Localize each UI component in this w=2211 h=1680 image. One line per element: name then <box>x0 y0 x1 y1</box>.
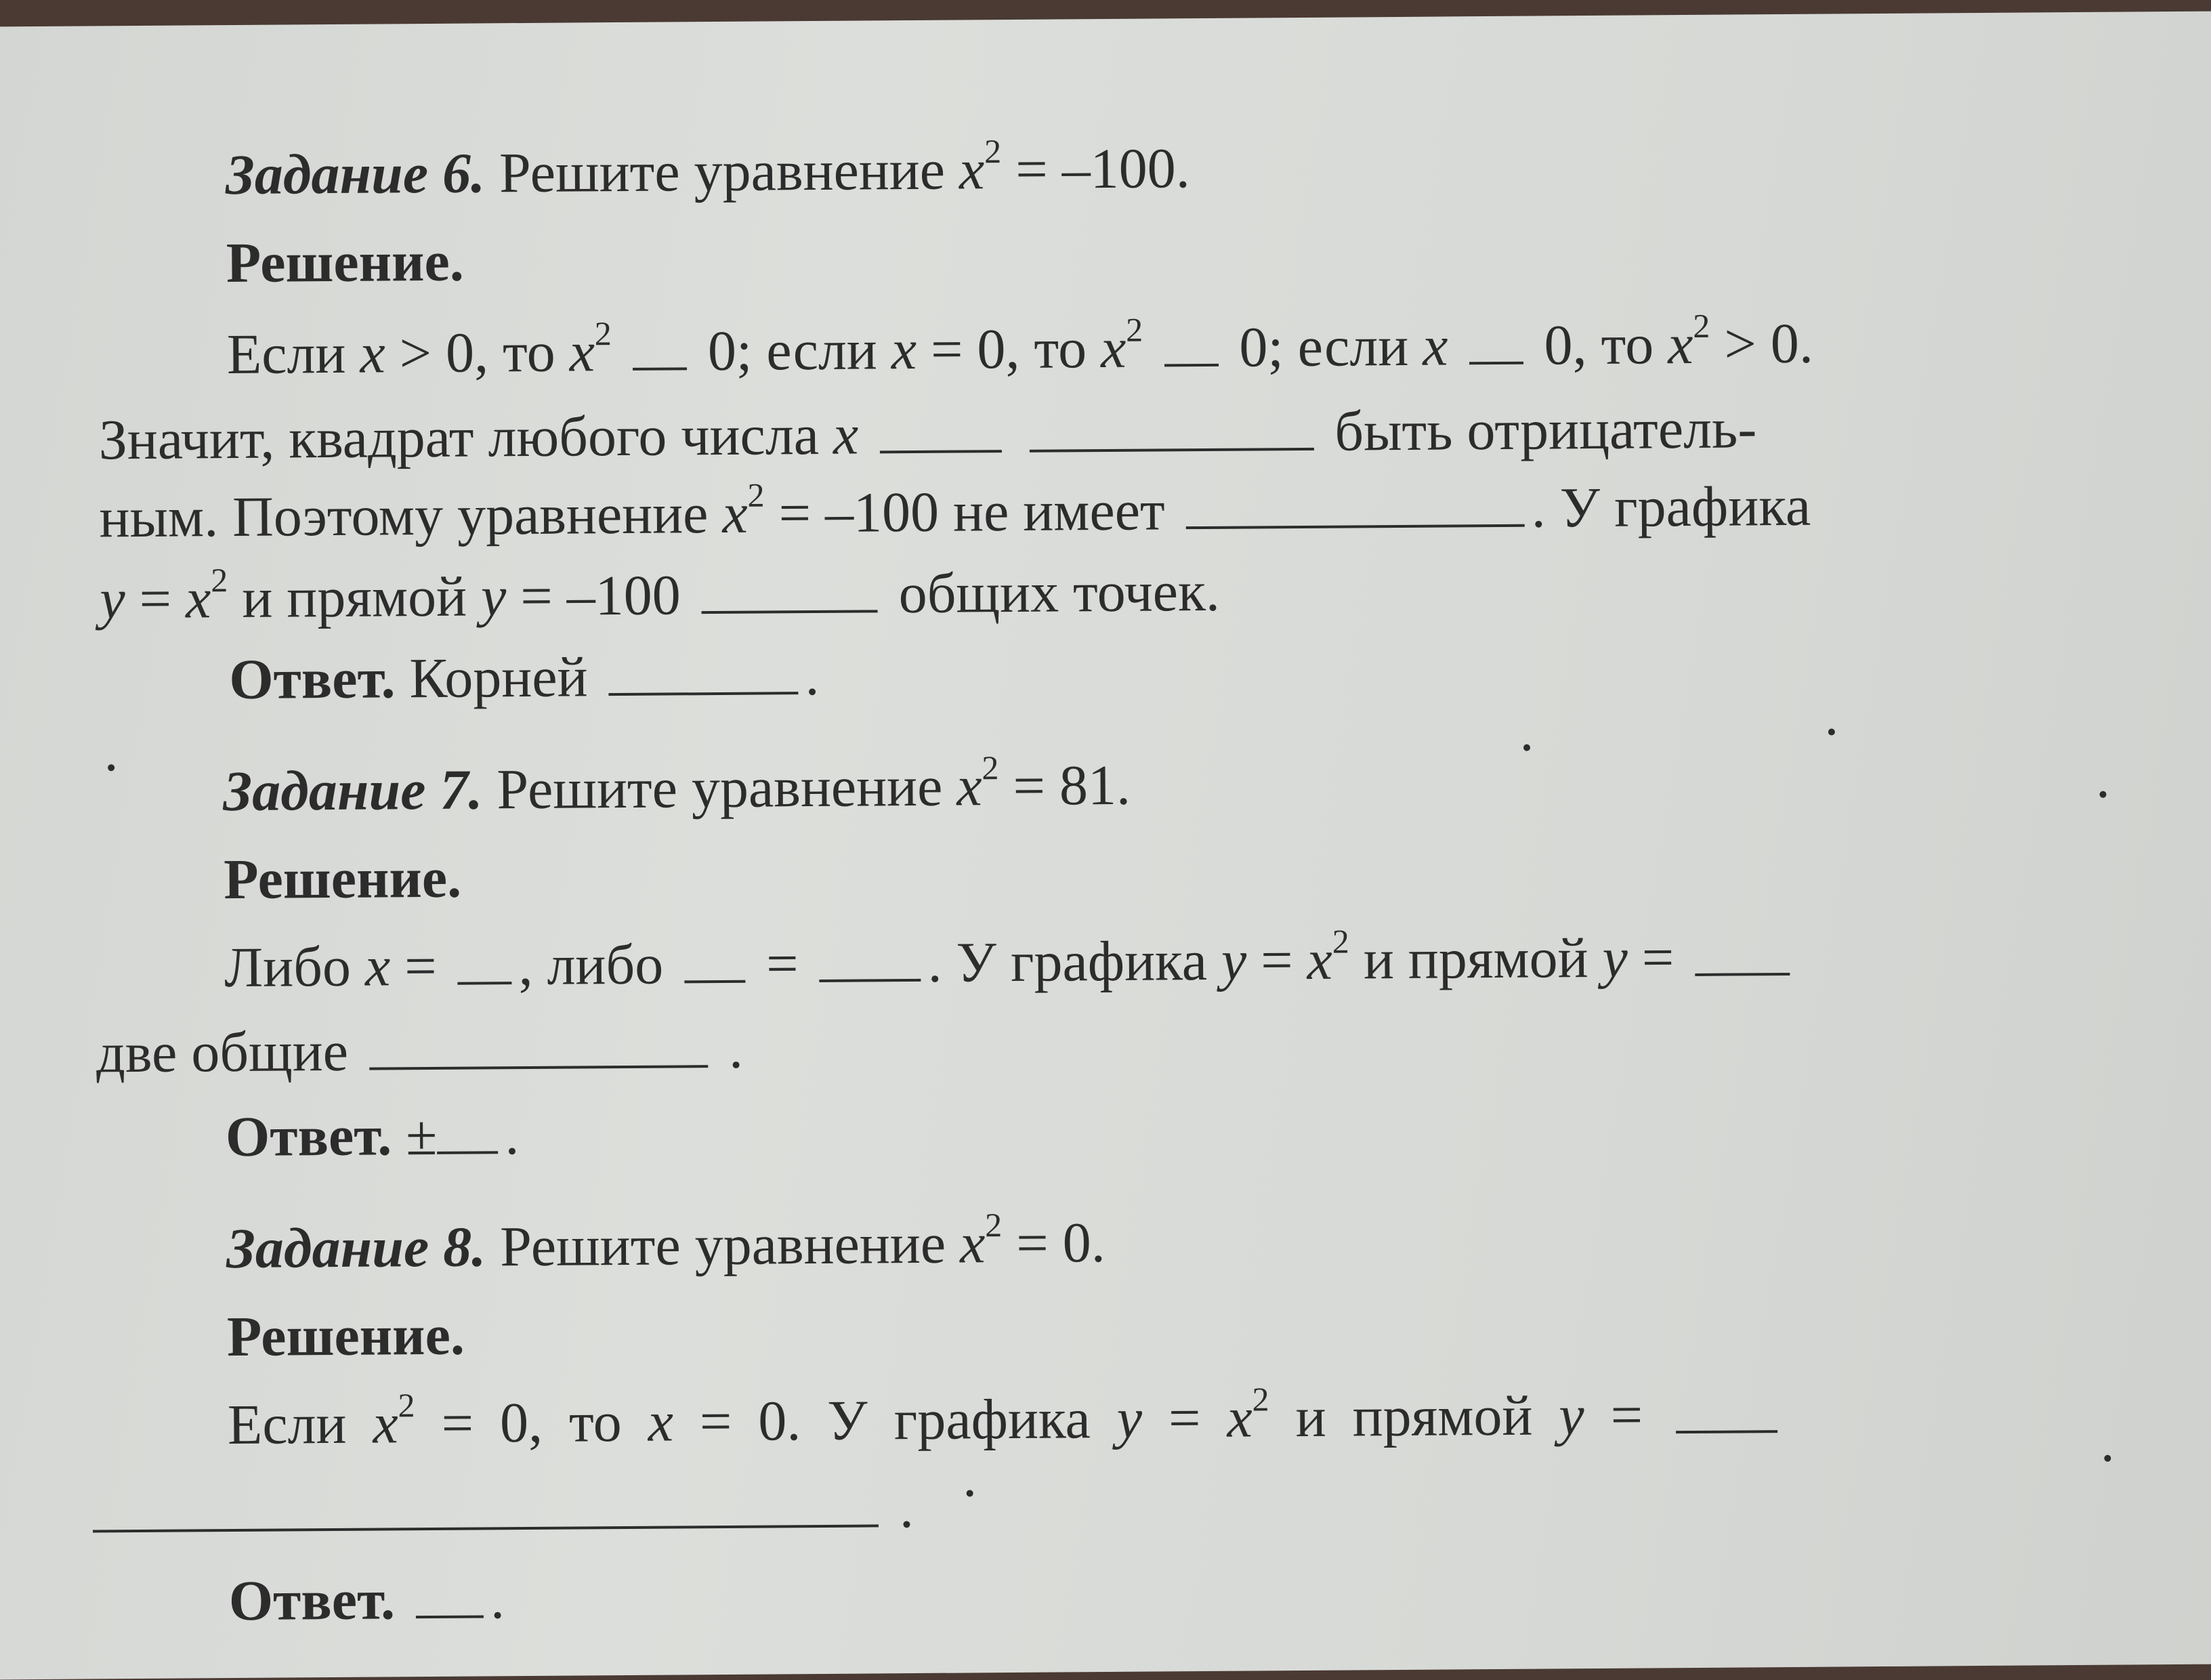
task7-line2: две общие . <box>96 1017 744 1085</box>
worksheet-page <box>0 11 2211 1679</box>
print-speck <box>2104 1455 2111 1462</box>
task6-line1: Если x > 0, то $x^2$ 0; если x = 0, то $x^2$ 0; если x 0, то $x^2 > 0$. <box>226 306 1814 387</box>
task7-answer: Ответ. ± . <box>225 1104 520 1169</box>
answer-blank[interactable] <box>1185 477 1525 529</box>
print-speck <box>2099 791 2106 798</box>
answer-blank[interactable] <box>1029 400 1314 453</box>
task8-title: Задание 8. <box>226 1215 486 1281</box>
answer-blank[interactable] <box>684 933 746 984</box>
print-speck <box>1523 744 1530 751</box>
answer-blank[interactable] <box>437 1104 499 1154</box>
task6-title: Задание 6. <box>225 142 486 207</box>
answer-blank[interactable] <box>819 931 921 982</box>
task8-heading: Задание 8. Решите уравнение $x^2 = 0$. <box>226 1206 1106 1281</box>
answer-blank[interactable] <box>701 562 878 614</box>
answer-blank[interactable] <box>457 934 512 985</box>
answer-blank[interactable] <box>1695 925 1790 976</box>
task7-heading: Задание 7. Решите уравнение $x^2 = 81$. <box>223 749 1131 824</box>
answer-blank[interactable] <box>369 1017 709 1070</box>
answer-blank[interactable] <box>879 402 1002 453</box>
print-speck <box>967 1490 973 1496</box>
task8-line1: Если $x^2 = 0$, то x = 0. У графика $y = x^2$ и прямой y = <box>228 1383 1785 1454</box>
answer-blank[interactable] <box>93 1477 879 1532</box>
task6-prompt: Решите уравнение <box>499 138 946 205</box>
task7-title: Задание 7. <box>223 758 483 824</box>
task6-answer: Ответ. Корней . <box>228 644 820 712</box>
print-speck <box>1828 728 1835 735</box>
task8-solution-label: Решение. <box>226 1303 465 1369</box>
print-speck <box>108 764 114 771</box>
task8-answer: Ответ. . <box>228 1568 505 1633</box>
task8-line2: . <box>93 1477 914 1542</box>
answer-blank[interactable] <box>633 320 688 371</box>
task7-line1: Либо x = , либо = . У графика $y = x^2$ и прямой y = <box>224 925 1797 996</box>
answer-blank[interactable] <box>1164 316 1219 367</box>
task6-line2: Значит, квадрат любого числа x быть отрицатель- <box>98 397 1757 472</box>
answer-blank[interactable] <box>1469 314 1523 365</box>
answer-blank[interactable] <box>608 644 799 696</box>
task6-line4: $y = x^2$ и прямой y = –100 общих точек. <box>100 560 1221 631</box>
task6-solution-label: Решение. <box>226 230 465 295</box>
answer-blank[interactable] <box>416 1568 484 1618</box>
task6-line3: ным. Поэтому уравнение $x^2 = -100$ не имеет . У графика <box>99 474 1811 550</box>
task7-solution-label: Решение. <box>223 846 462 912</box>
task6-heading: Задание 6. Решите уравнение $x^2 = -100$. <box>225 132 1190 207</box>
answer-blank[interactable] <box>1676 1383 1778 1433</box>
